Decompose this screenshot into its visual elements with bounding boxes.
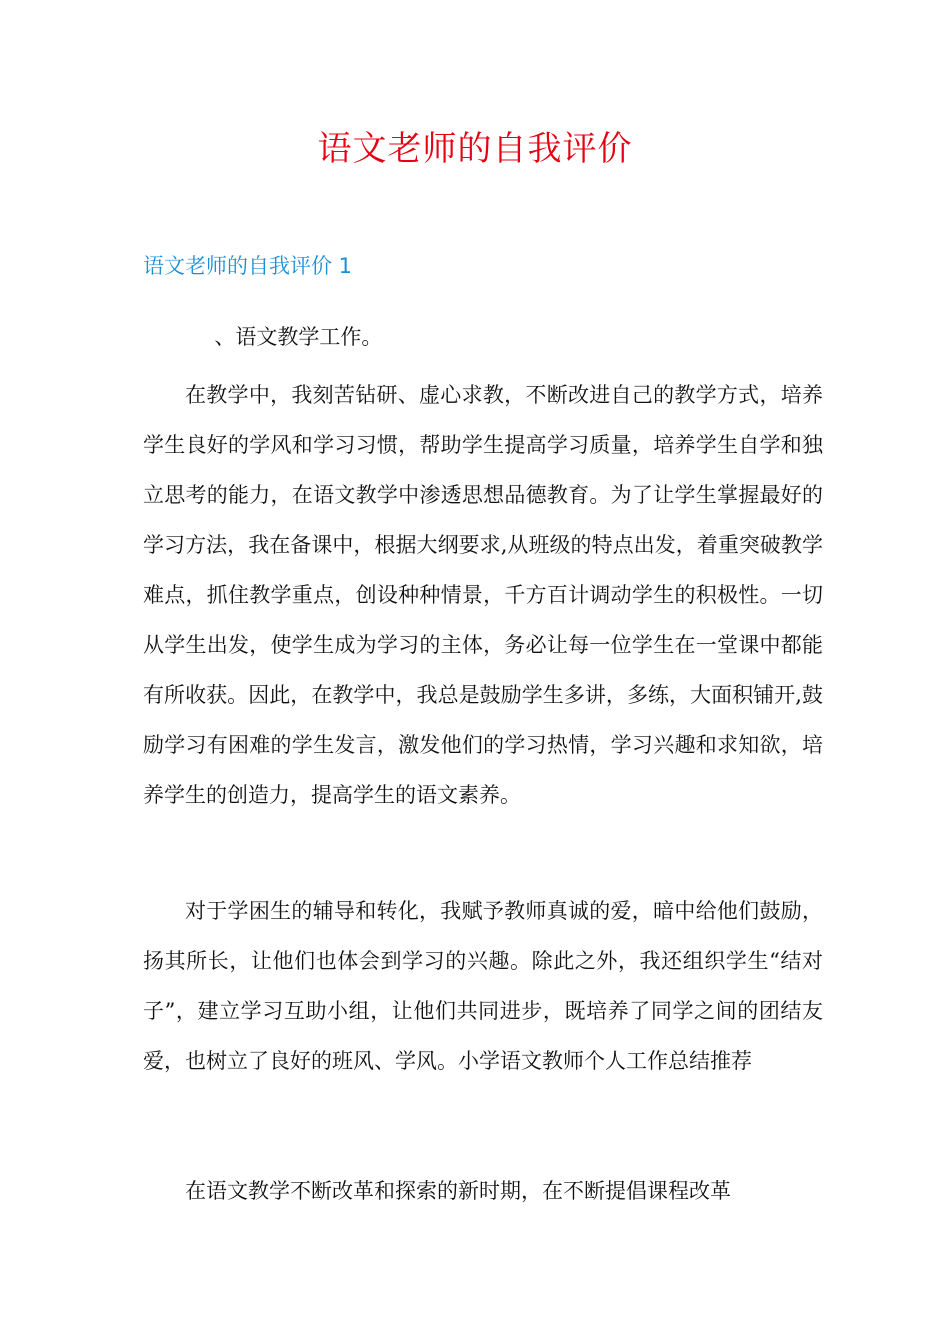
lead-line: 、语文教学工作。 — [214, 325, 383, 349]
document-title: 语文老师的自我评价 — [317, 129, 633, 169]
paragraph-reform-period: 在语文教学不断改革和探索的新时期，在不断提倡课程改革 — [185, 1179, 731, 1203]
paragraph-struggling-students: 对于学困生的辅导和转化，我赋予教师真诚的爱，暗中给他们鼓励，扬其所长，让他们也体会到学习的兴趣。除此之外，我还组织学生“结对子”，建立学习互助小组，让他们共同进步，既培养了同学之间的团结友爱，也树立了良好的班风、学风。小学语文教师个人工作总结推荐 — [143, 899, 823, 1073]
paragraph-teaching-method: 在教学中，我刻苦钻研、虚心求教，不断改进自己的教学方式，培养学生良好的学风和学习习惯，帮助学生提高学习质量，培养学生自学和独立思考的能力，在语文教学中渗透思想品德教育。为了让学生掌握最好的学习方法，我在备课中，根据大纲要求,从班级的特点出发，着重突破教学难点，抓住教学重点，创设种种情景，千方百计调动学生的积极性。一切从学生出发，使学生成为学习的主体，务必让每一位学生在一堂课中都能有所收获。因此，在教学中，我总是鼓励学生多讲，多练，大面积铺开,鼓励学习有困难的学生发言，激发他们的学习热情，学习兴趣和求知欲，培养学生的创造力，提高学生的语文素养。 — [143, 383, 823, 807]
section-heading: 语文老师的自我评价 1 — [143, 254, 353, 278]
